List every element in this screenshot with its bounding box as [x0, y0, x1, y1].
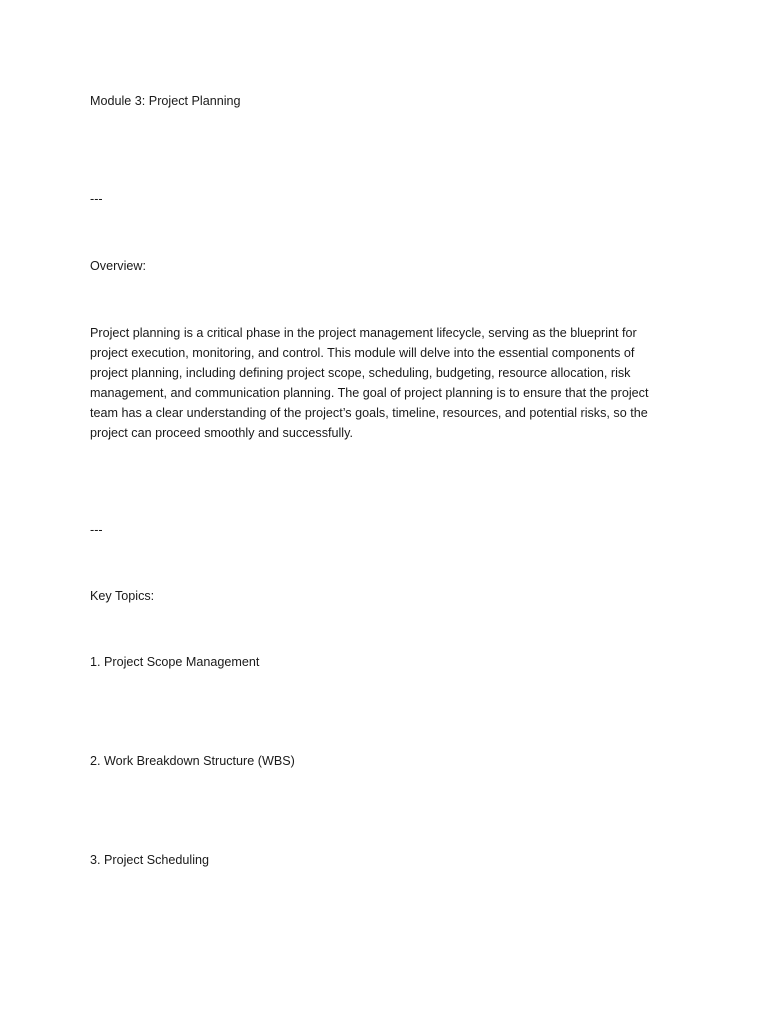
overview-paragraph — [90, 323, 670, 443]
paragraph-line: Project planning is a critical phase in the project management lifecycle, serving as the blueprint for — [90, 326, 637, 340]
paragraph-line: management, and communication planning. The goal of project planning is to ensure that the project — [90, 386, 649, 400]
topic-item: 2. Work Breakdown Structure (WBS) — [90, 754, 295, 768]
page-title: Module 3: Project Planning — [90, 94, 241, 108]
separator: --- — [90, 192, 103, 206]
key-topics-heading: Key Topics: — [90, 589, 155, 603]
paragraph-line: project can proceed smoothly and successfully. — [90, 426, 353, 440]
topic-item: 1. Project Scope Management — [90, 655, 260, 669]
paragraph-line: team has a clear understanding of the project’s goals, timeline, resources, and potential risks, so the — [90, 406, 648, 420]
topic-item: 3. Project Scheduling — [90, 853, 210, 867]
paragraph-line: project execution, monitoring, and control. This module will delve into the essential components of — [90, 346, 635, 360]
separator: --- — [90, 523, 103, 537]
overview-heading: Overview: — [90, 259, 146, 273]
paragraph-line: project planning, including defining project scope, scheduling, budgeting, resource allocation, risk — [90, 366, 631, 380]
